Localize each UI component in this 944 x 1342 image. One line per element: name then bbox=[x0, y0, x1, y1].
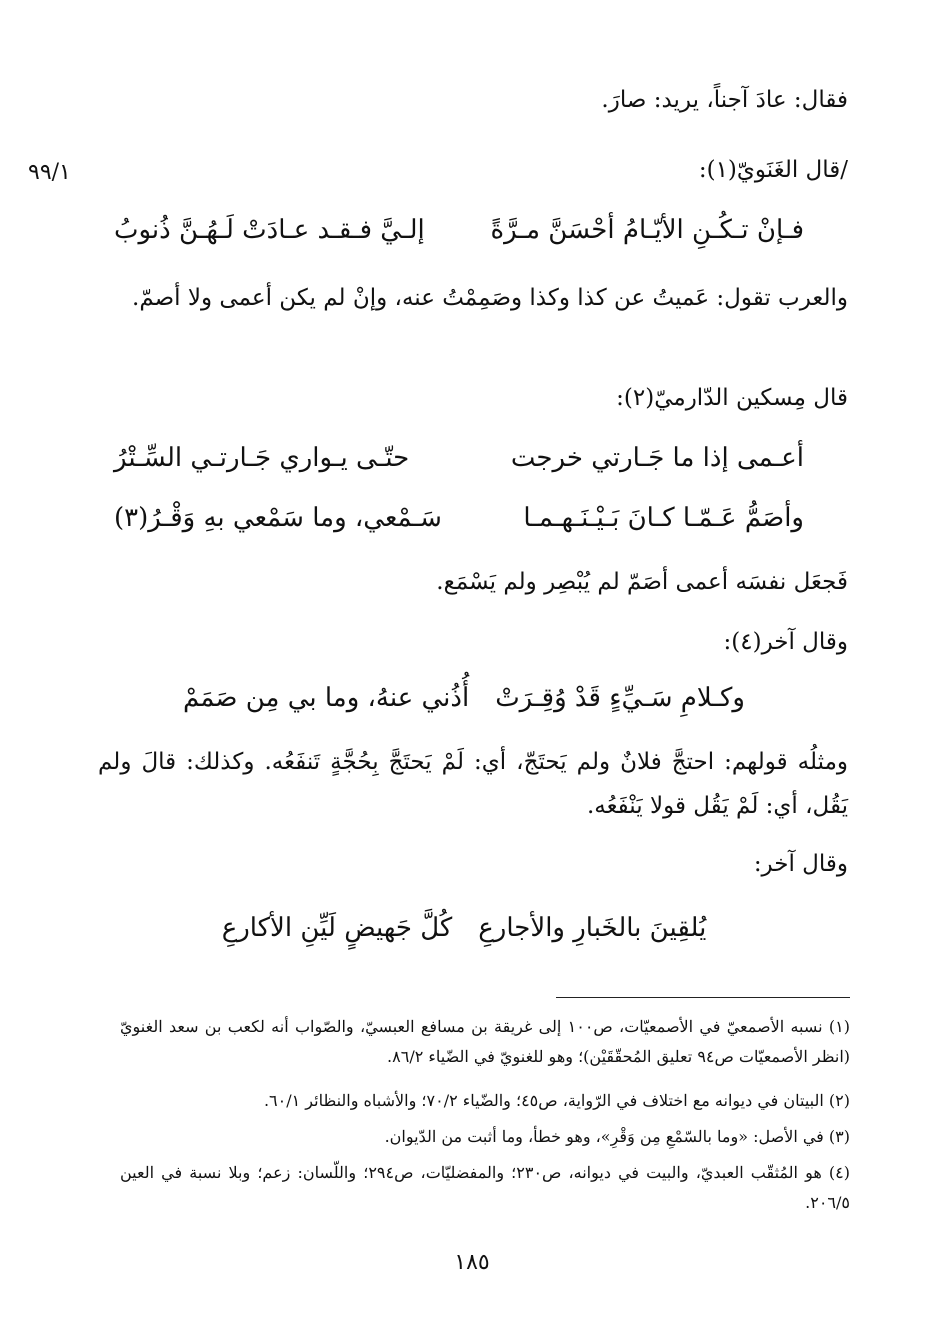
verse-1-second-hemistich: إلـيَّ فـقـد عـادَتْ لَـهُـنَّ ذُنوبُ bbox=[114, 215, 425, 245]
verse-1-first-hemistich: فـإنْ تـكُـنِ الأيّـامُ أحْسَنَّ مـرَّةً bbox=[490, 215, 804, 245]
verse-4-second-hemistich: أُذُني عنهُ، وما بي مِن صَمَمْ bbox=[183, 683, 470, 713]
paragraph-6: وقال آخر(٤): bbox=[723, 629, 848, 655]
verse-3-second-hemistich: سَـمْعي، وما سَمْعي بهِ وَقْـرُ(٣) bbox=[114, 503, 442, 533]
footnote-4: (٤) هو المُثقّب العبديّ، والبيت في ديوانه، ص٢٣٠؛ والمفضليّات، ص٢٩٤؛ واللّسان: زعم؛ وبلا نسبة في العين ٢٠٦/٥. bbox=[120, 1163, 851, 1212]
verse-2 bbox=[114, 436, 804, 480]
paragraph-7: ومثلُه قولهم: احتجَّ فلانٌ ولم يَحتَجّ، أي: لَمْ يَحتَجَّ بِحُجَّةٍ تَنفَعُه. وكذلك: قالَ ولم يَقُل، أي: لَمْ يَقُل قولا يَنْفَعُه. bbox=[98, 749, 848, 819]
paragraph-2: /قال الغَنَويّ(١): bbox=[698, 157, 848, 183]
verse-1 bbox=[114, 208, 804, 252]
paragraph-8: وقال آخر: bbox=[753, 851, 848, 877]
verse-2-second-hemistich: حتّـى يـواري جَـارتـي السِّـتْرُ bbox=[114, 443, 410, 473]
page-number: ١٨٥ bbox=[454, 1250, 490, 1275]
verse-4-first-hemistich: وكـلامِ سَـيِّءٍ قَدْ وُقِـرَتْ bbox=[495, 683, 745, 713]
paragraph-1: فقال: عادَ آجناً، يريد: صارَ. bbox=[601, 87, 848, 113]
footnote-3: (٣) في الأصل: «وما بالسّمْعِ مِن وَقْرِ»، وهو خطأ، وما أثبت من الدّيوان. bbox=[384, 1127, 850, 1146]
paragraph-4: قال مِسكين الدّارميّ(٢): bbox=[616, 385, 848, 411]
footnote-2: (٢) البيتان في ديوانه مع اختلاف في الرّواية، ص٤٥؛ والضّياء ٧٠/٢؛ والأشباه والنظائر ٦٠/١. bbox=[263, 1091, 850, 1110]
paragraph-5: فَجعَل نفسَه أعمى أصَمّ لم يُبْصِر ولم يَسْمَع. bbox=[436, 569, 848, 595]
paragraph-3: والعرب تقول: عَميتُ عن كذا وكذا وصَمِمْتُ عنه، وإنْ لم يكن أعمى ولا أصمّ. bbox=[132, 285, 848, 311]
footnote-separator bbox=[556, 997, 850, 998]
verse-3-first-hemistich: وأصَمُّ عَـمّـا كـانَ بَـيْـنَـهـمـا bbox=[523, 503, 804, 533]
verse-5-first-hemistich: يُلقِينَ بالخَبارِ والأجارعِ bbox=[478, 913, 707, 943]
footnote-1: (١) نسبه الأصمعيّ في الأصمعيّات، ص١٠٠ إلى غريقة بن مسافع العبسيّ، والصّواب أنه لكعب بن سعد الغنويّ (انظر الأصمعيّات ص٩٤ تعليق المُحقّقَيْن)؛ وهو للغنويّ في الضّياء ٨٦/٢. bbox=[120, 1017, 850, 1066]
verse-4 bbox=[184, 676, 744, 720]
verse-3 bbox=[114, 496, 804, 540]
verse-2-first-hemistich: أعـمى إذا ما جَـارتي خرجت bbox=[510, 443, 804, 473]
verse-5 bbox=[184, 906, 744, 950]
margin-page-reference: ٩٩/١ bbox=[28, 160, 71, 185]
verse-5-second-hemistich: كُلَّ جَهيضٍ لَيِّنِ الأكارعِ bbox=[221, 913, 453, 943]
